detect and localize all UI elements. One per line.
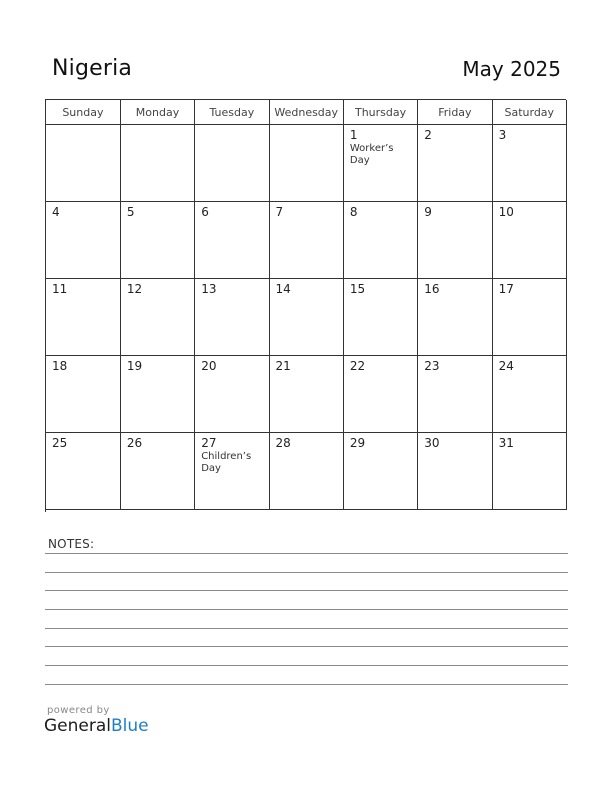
weekday-header-row bbox=[46, 100, 567, 125]
day-number: 29 bbox=[349, 436, 366, 450]
brand-logo bbox=[44, 716, 149, 736]
week-row bbox=[46, 279, 567, 356]
day-number: 27 bbox=[201, 436, 217, 450]
day-cell bbox=[269, 279, 343, 356]
day-cell bbox=[195, 433, 269, 510]
day-cell bbox=[269, 125, 343, 202]
day-cell bbox=[46, 125, 120, 202]
day-cell bbox=[492, 356, 566, 433]
day-number: 15 bbox=[349, 282, 366, 296]
day-number: 21 bbox=[275, 359, 291, 373]
day-cell bbox=[120, 125, 194, 202]
weekday-header: Sunday bbox=[46, 100, 120, 125]
day-cell bbox=[418, 125, 492, 202]
weekday-header: Tuesday bbox=[195, 100, 269, 125]
weekday-header: Wednesday bbox=[269, 100, 343, 125]
day-number: 28 bbox=[275, 436, 291, 450]
day-cell bbox=[120, 356, 194, 433]
day-number: 24 bbox=[498, 359, 514, 373]
day-cell bbox=[46, 433, 120, 510]
brand-logo-blue: Blue bbox=[111, 716, 149, 736]
day-number: 20 bbox=[201, 359, 217, 373]
day-number: 23 bbox=[424, 359, 440, 373]
day-cell bbox=[343, 356, 417, 433]
note-line bbox=[45, 590, 568, 591]
day-cell bbox=[492, 433, 566, 510]
day-cell bbox=[46, 279, 120, 356]
powered-by-text: powered by bbox=[47, 705, 110, 716]
calendar-month-title: May 2025 bbox=[462, 57, 561, 81]
day-number: 8 bbox=[349, 205, 358, 219]
day-number: 2 bbox=[424, 128, 432, 142]
day-cell bbox=[269, 202, 343, 279]
day-cell bbox=[269, 433, 343, 510]
day-number: 19 bbox=[126, 359, 143, 373]
day-number: 14 bbox=[275, 282, 291, 296]
calendar-grid bbox=[45, 99, 566, 512]
week-row bbox=[46, 433, 567, 510]
day-cell bbox=[46, 356, 120, 433]
week-row bbox=[46, 125, 567, 202]
day-cell bbox=[418, 202, 492, 279]
calendar-country-title: Nigeria bbox=[52, 56, 133, 81]
day-number: 25 bbox=[52, 436, 68, 450]
day-cell bbox=[343, 433, 417, 510]
note-line bbox=[45, 572, 568, 573]
day-cell bbox=[343, 125, 417, 202]
day-number: 22 bbox=[349, 359, 366, 373]
weekday-header: Monday bbox=[120, 100, 194, 125]
day-cell bbox=[418, 433, 492, 510]
day-number: 16 bbox=[424, 282, 440, 296]
day-number: 30 bbox=[424, 436, 440, 450]
day-number: 11 bbox=[52, 282, 68, 296]
day-number: 10 bbox=[498, 205, 514, 219]
note-line bbox=[45, 609, 568, 610]
holiday-label: Children’s Day bbox=[201, 451, 252, 474]
day-cell bbox=[343, 279, 417, 356]
day-number: 17 bbox=[498, 282, 514, 296]
day-cell bbox=[269, 356, 343, 433]
day-cell bbox=[418, 279, 492, 356]
day-cell bbox=[120, 433, 194, 510]
day-cell bbox=[492, 279, 566, 356]
day-number: 12 bbox=[126, 282, 143, 296]
day-number: 9 bbox=[424, 205, 432, 219]
day-number: 7 bbox=[275, 205, 284, 219]
day-cell bbox=[492, 125, 566, 202]
day-number: 13 bbox=[201, 282, 217, 296]
holiday-label: Worker’s Day bbox=[349, 143, 394, 166]
day-cell bbox=[46, 202, 120, 279]
day-cell bbox=[195, 125, 269, 202]
note-line bbox=[45, 684, 568, 685]
note-line bbox=[45, 553, 568, 554]
brand-logo-general: General bbox=[44, 716, 111, 736]
day-number: 6 bbox=[201, 205, 209, 219]
weekday-header: Thursday bbox=[343, 100, 417, 125]
day-cell bbox=[120, 202, 194, 279]
day-cell bbox=[195, 202, 269, 279]
note-line bbox=[45, 665, 568, 666]
day-cell bbox=[195, 279, 269, 356]
weekday-header: Friday bbox=[418, 100, 492, 125]
day-number: 5 bbox=[126, 205, 135, 219]
day-number: 1 bbox=[349, 128, 358, 142]
day-cell bbox=[418, 356, 492, 433]
notes-label: NOTES: bbox=[48, 537, 95, 551]
day-number: 26 bbox=[126, 436, 143, 450]
day-cell bbox=[492, 202, 566, 279]
day-cell bbox=[343, 202, 417, 279]
day-number: 3 bbox=[498, 128, 507, 142]
day-cell bbox=[195, 356, 269, 433]
day-number: 31 bbox=[498, 436, 514, 450]
note-line bbox=[45, 646, 568, 647]
week-row bbox=[46, 356, 567, 433]
week-row bbox=[46, 202, 567, 279]
day-number: 18 bbox=[52, 359, 68, 373]
day-number: 4 bbox=[52, 205, 60, 219]
day-cell bbox=[120, 279, 194, 356]
note-line bbox=[45, 628, 568, 629]
weekday-header: Saturday bbox=[492, 100, 566, 125]
